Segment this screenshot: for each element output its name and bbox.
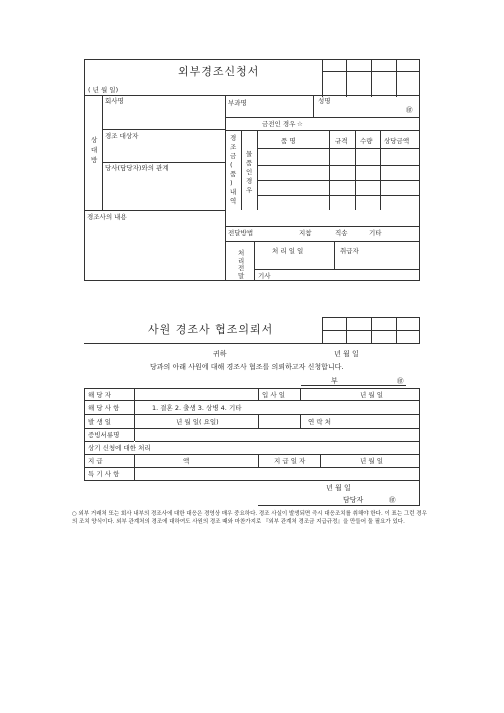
- row-matter-label: 해 당 사 항: [88, 404, 120, 412]
- handler-label: 취급자: [340, 247, 359, 255]
- delivery-carry: 지참: [299, 229, 312, 237]
- cash-mark: ☆: [297, 120, 303, 128]
- process-date-label: 처 리 일 일: [272, 247, 304, 255]
- row-contact-label: 연 락 처: [308, 418, 331, 426]
- form1-title: 외부경조신청서: [178, 65, 260, 78]
- row-occur-label: 발 생 일: [88, 418, 111, 426]
- name-label: 성명: [318, 97, 331, 105]
- gift-details-vertical: 경 조 금 ( 품 ) 내 역: [230, 134, 237, 205]
- row-proof-label: 증빙서류명: [88, 431, 120, 439]
- counterparty-vertical: 상 대 방: [91, 136, 98, 164]
- row-person-label: 해 당 자: [88, 391, 111, 399]
- dept-label: 부과명: [228, 99, 247, 107]
- contents-label: 경조사의 내용: [87, 213, 127, 221]
- footer-date: 년 월 일: [326, 484, 351, 492]
- row-special-label: 특 기 사 항: [88, 470, 120, 478]
- row-pay-label: 지 급: [88, 457, 103, 465]
- form1-date: ( 년 월 일): [88, 86, 119, 94]
- footer-handler: 담당자: [343, 496, 364, 504]
- footnote: ○ 외부 거래처 또는 회사 내부의 경조사에 대한 대응은 경영상 매우 중요하다. 경조 사실이 발생되면 즉시 대응조치를 취해야 한다. 이 표는 그런 경우의 조치 양식이다. 외부 관계처의 경조에 대하여도 사원의 경조 때와 마찬가지로 『외부 관계처 경조금 지급규정』을 만들어 둘 필요가 있다.: [72, 511, 427, 525]
- delivery-other: 기타: [369, 229, 382, 237]
- goods-vertical: 물 품 인 경 우: [246, 150, 253, 194]
- to-label: 귀하: [213, 350, 227, 358]
- company-label: 회사명: [105, 97, 124, 105]
- delivery-direct: 직송: [335, 229, 348, 237]
- form2-title: 사원 경조사 협조의뢰서: [148, 323, 274, 336]
- delivery-label: 전달방법: [228, 229, 254, 237]
- process-vertical: 처 리 전 말: [238, 249, 245, 280]
- dept-sign: 부: [331, 377, 338, 385]
- target-label: 경조 대상자: [105, 132, 139, 140]
- row-join-date-label: 입 사 일: [262, 391, 285, 399]
- col-item-name: 품 명: [281, 137, 296, 145]
- request-text: 당과의 아래 사원에 대해 경조사 협조를 의뢰하고자 신청합니다.: [150, 363, 344, 371]
- col-qty: 수량: [360, 137, 373, 145]
- footer-stamp: ㊞: [389, 496, 396, 504]
- col-value: 상당금액: [384, 137, 410, 145]
- cash-only-label: 금전인 경우: [262, 120, 296, 128]
- relation-label: 당사(담당자)와의 관계: [105, 164, 169, 172]
- row-matter-value: 1. 결혼 2. 출생 3. 상병 4. 기타: [152, 404, 242, 412]
- row-pay-date-label: 지 급 일 자: [274, 457, 306, 465]
- form2-date: 년 월 일: [334, 350, 359, 358]
- stamp-mark: ㊞: [406, 106, 413, 114]
- other-label: 기사: [258, 272, 271, 280]
- row-amount-label: 액: [183, 457, 190, 465]
- col-spec: 규격: [335, 137, 348, 145]
- row-handling-label: 상기 신청에 대한 처리: [88, 444, 151, 452]
- form2-stamp: ㊞: [397, 377, 404, 385]
- row-occur-value: 년 월 일( 요일): [176, 418, 219, 426]
- row-join-date-value: 년 월 일: [360, 391, 383, 399]
- row-pay-date-value: 년 월 일: [360, 457, 383, 465]
